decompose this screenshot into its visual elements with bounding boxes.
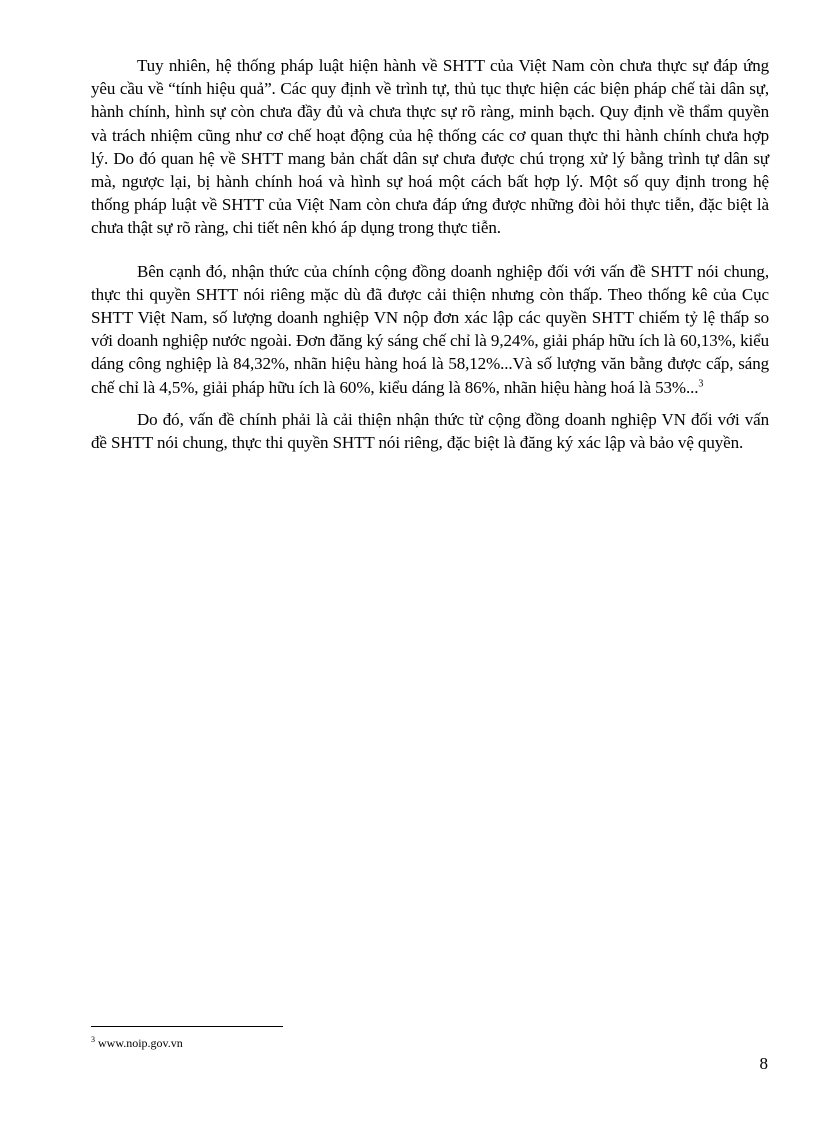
footnote-reference: 3 xyxy=(698,377,704,389)
footnote-separator xyxy=(91,1026,283,1027)
paragraph-conclusion xyxy=(91,408,769,454)
footnote-marker: 3 xyxy=(91,1035,95,1044)
footnote-text: www.noip.gov.vn xyxy=(98,1036,183,1050)
paragraph-business-awareness xyxy=(91,260,769,399)
paragraph-legal-system xyxy=(91,54,769,240)
footnote xyxy=(91,1035,183,1051)
paragraph-text: Tuy nhiên, hệ thống pháp luật hiện hành về SHTT của Việt Nam còn chưa thực sự đáp ứng yêu cầu về “tính hiệu quả”. Các quy định về trình tự, thủ tục thực hiện các biện pháp chế tài dân sự, hành chính, hình sự còn chưa đầy đủ và chưa thực sự rõ ràng, minh bạch. Quy định về thẩm quyền và trách nhiệm cũng như cơ chế hoạt động của hệ thống các cơ quan thực thi hành chính chưa hợp lý. Do đó quan hệ về SHTT mang bản chất dân sự chưa được chú trọng xử lý bằng trình tự dân sự mà, ngược lại, bị hành chính hoá và hình sự hoá một cách bất hợp lý. Một số quy định trong hệ thống pháp luật về SHTT của Việt Nam còn chưa đáp ứng được những đòi hỏi thực tiễn, đặc biệt là chưa thật sự rõ ràng, chi tiết nên khó áp dụng trong thực tiễn. xyxy=(91,56,769,238)
document-body xyxy=(91,50,769,454)
paragraph-text: Bên cạnh đó, nhận thức của chính cộng đồng doanh nghiệp đối với vấn đề SHTT nói chung, thực thi quyền SHTT nói riêng mặc dù đã được cải thiện nhưng còn thấp. Theo thống kê của Cục SHTT Việt Nam, số lượng doanh nghiệp VN nộp đơn xác lập các quyền SHTT chiếm tỷ lệ thấp so với doanh nghiệp nước ngoài. Đơn đăng ký sáng chế chỉ là 9,24%, giải pháp hữu ích là 60,13%, kiểu dáng công nghiệp là 84,32%, nhãn hiệu hàng hoá là 58,12%...Và số lượng văn bằng được cấp, sáng chế chỉ là 4,5%, giải pháp hữu ích là 60%, kiểu dáng là 86%, nhãn hiệu hàng hoá là 53%... xyxy=(91,261,769,397)
page-number: 8 xyxy=(759,1054,768,1073)
paragraph-text: Do đó, vấn đề chính phải là cải thiện nhận thức từ cộng đồng doanh nghiệp VN đối với vấn đề SHTT nói chung, thực thi quyền SHTT nói riêng, đặc biệt là đăng ký xác lập và bảo vệ quyền. xyxy=(91,409,769,453)
